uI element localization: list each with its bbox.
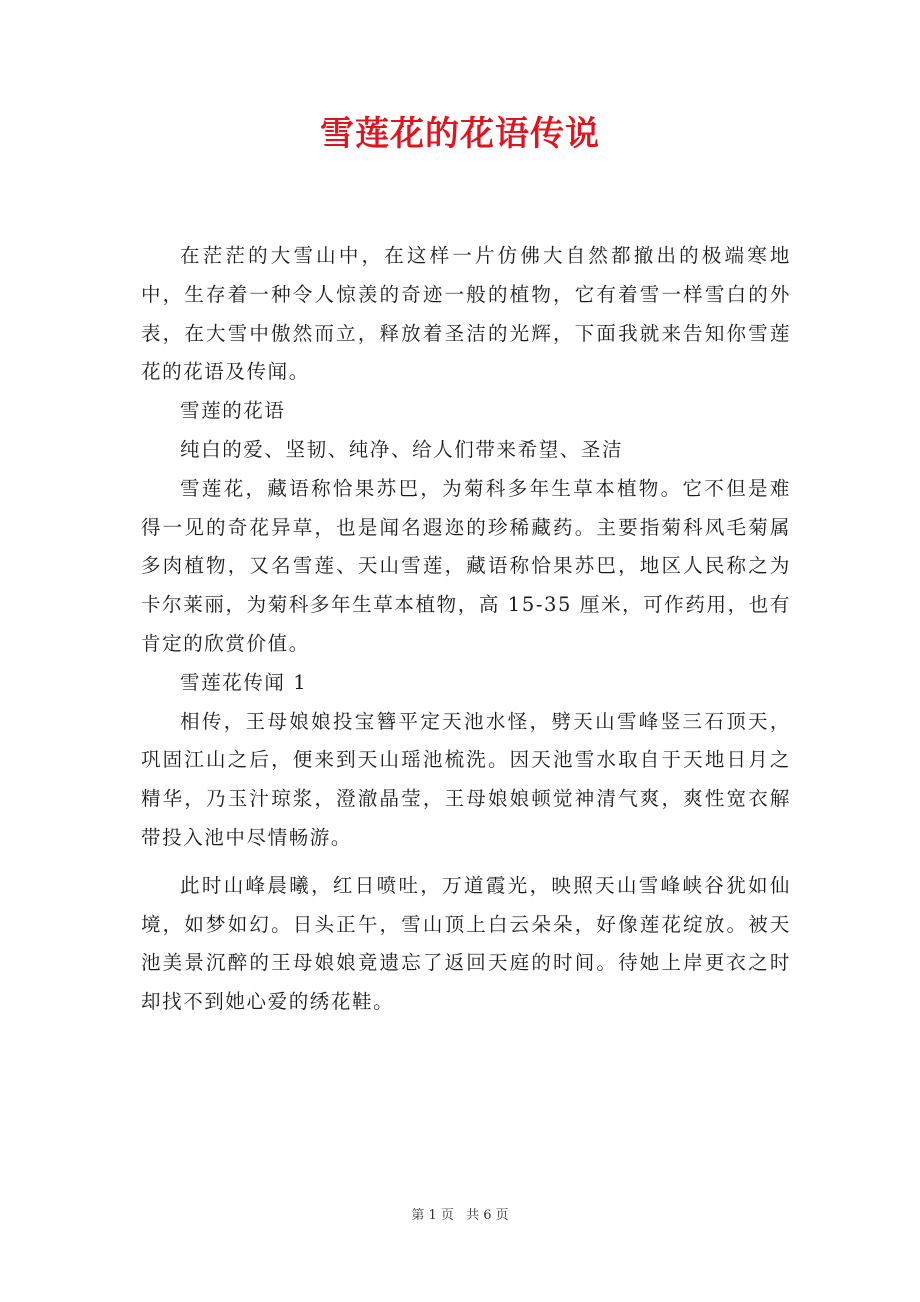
document-body: [141, 237, 791, 1022]
paragraph-legend-part2: 此时山峰晨曦，红日喷吐，万道霞光，映照天山雪峰峡谷犹如仙境，如梦如幻。日头正午，雪山顶上白云朵朵，好像莲花绽放。被天池美景沉醉的王母娘娘竟遗忘了返回天庭的时间。待她上岸更衣之时却找不到她心爱的绣花鞋。: [141, 873, 791, 1014]
document-title: 雪莲花的花语传说: [320, 114, 600, 154]
heading-legend-1: 雪莲花传闻 1: [180, 670, 308, 694]
paragraph-flower-meanings: 纯白的爱、坚韧、纯净、给人们带来希望、圣洁: [180, 437, 624, 461]
heading-flower-language: 雪莲的花语: [180, 399, 286, 423]
page-number: 第 1 页: [411, 1208, 454, 1223]
paragraph-description: 雪莲花，藏语称恰果苏巴，为菊科多年生草本植物。它不但是难得一见的奇花异草，也是闻名遐迩的珍稀藏药。主要指菊科风毛菊属多肉植物，又名雪莲、天山雪莲，藏语称恰果苏巴，地区人民称之为卡尔莱丽，为菊科多年生草本植物，高 15-35 厘米，可作药用，也有肯定的欣赏价值。: [141, 476, 791, 655]
paragraph-intro: 在茫茫的大雪山中，在这样一片仿佛大自然都撤出的极端寒地中，生存着一种令人惊羡的奇迹一般的植物，它有着雪一样雪白的外表，在大雪中傲然而立，释放着圣洁的光辉，下面我就来告知你雪莲花的花语及传闻。: [141, 244, 791, 384]
page-footer: [0, 1207, 920, 1225]
paragraph-legend-part1: 相传，王母娘娘投宝簪平定天池水怪，劈天山雪峰竖三石顶天，巩固江山之后，便来到天山瑶池梳洗。因天池雪水取自于天地日月之精华，乃玉汁琼浆，澄澈晶莹，王母娘娘顿觉神清气爽，爽性宽衣解带投入池中尽情畅游。: [141, 709, 791, 849]
page-total: 共 6 页: [466, 1208, 509, 1223]
